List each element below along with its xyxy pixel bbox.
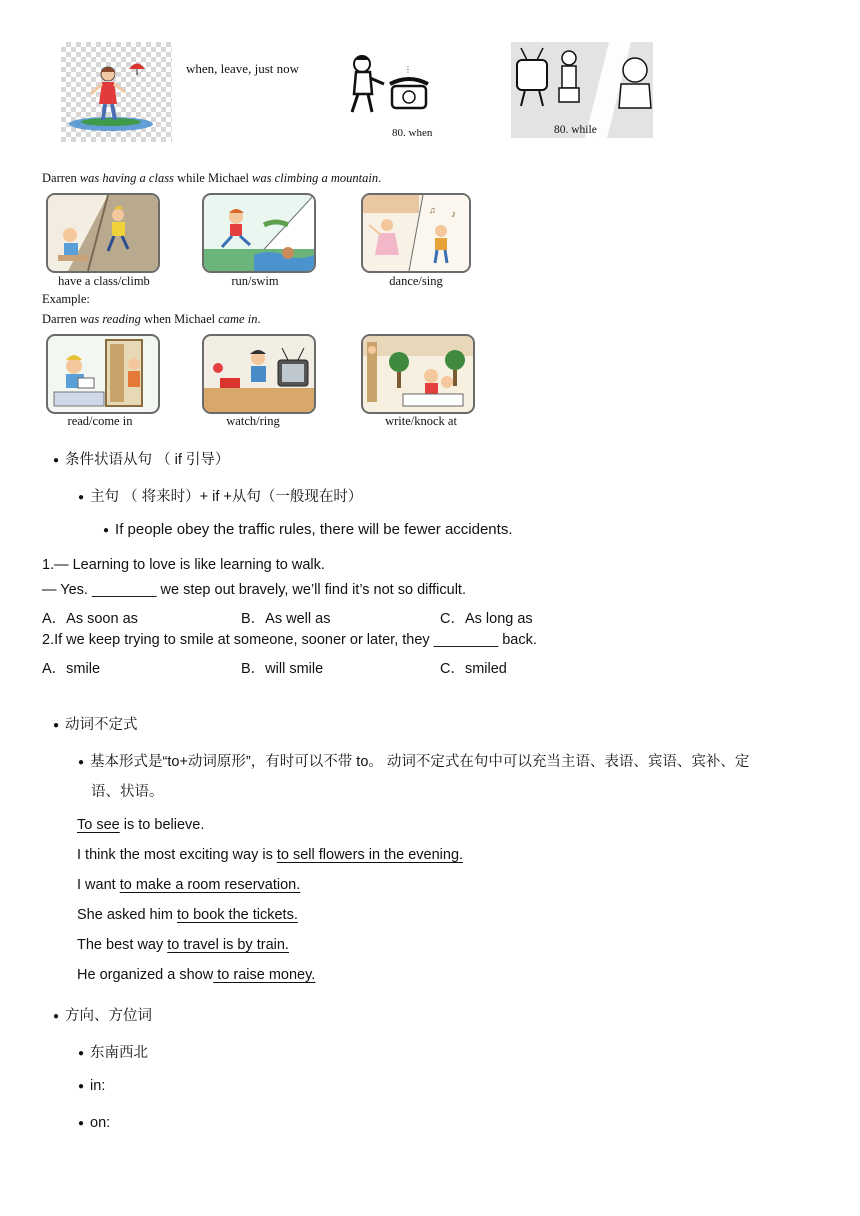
hint-text: when, leave, just now: [186, 61, 300, 76]
infinitive-example: I think the most exciting way is to sell flowers in the evening.: [77, 847, 464, 863]
question-2-option-b: B．will smile: [241, 661, 324, 677]
svg-text:⋮: ⋮: [404, 65, 412, 74]
top-illustration-girl: [61, 42, 172, 142]
infinitive-example: I want to make a room reservation.: [77, 877, 301, 893]
picture-watch-ring: [202, 334, 316, 414]
when-example-sentence: Darren was reading when Michael came in.: [42, 312, 261, 326]
direction-heading: ● 方向、方位词: [53, 1004, 152, 1025]
picture-write-knock-at: [361, 334, 475, 414]
phone-call-illustration: [346, 50, 436, 120]
svg-text:♪: ♪: [451, 209, 456, 220]
svg-text:♫: ♫: [429, 205, 436, 215]
infinitive-heading: ● 动词不定式: [53, 713, 138, 734]
infinitive-rule-line-1: ● 基本形式是“to+动词原形”，有时可以不带 to。 动词不定式在句中可以充当主语、表语、宾语、宾补、定: [78, 750, 749, 771]
picture-read-come-in: [46, 334, 160, 414]
caption-dance-sing: dance/sing: [389, 274, 443, 288]
caption-watch-ring: watch/ring: [226, 414, 280, 428]
caption-write-knock-at: write/knock at: [385, 414, 457, 428]
direction-item-compass: ● 东南西北: [78, 1041, 148, 1062]
direction-item-on: ● on:: [78, 1115, 110, 1131]
question-1-option-a: A．As soon as: [42, 611, 138, 627]
question-2-option-a: A．smile: [42, 661, 101, 677]
question-1-stem: 1.— Learning to love is like learning to walk.: [42, 557, 325, 573]
question-2-stem: 2.If we keep trying to smile at someone, sooner or later, they ________ back.: [42, 632, 537, 648]
infinitive-example: To see is to believe.: [77, 817, 205, 833]
picture-have-a-class-climb: [46, 193, 160, 273]
caption-have-a-class-climb: have a class/climb: [58, 274, 150, 288]
while-example-sentence: Darren was having a class while Michael was climbing a mountain.: [42, 171, 382, 185]
question-1-option-c: C．As long as: [440, 611, 533, 627]
example-label: Example:: [42, 292, 90, 306]
infinitive-example: She asked him to book the tickets.: [77, 907, 298, 923]
picture-run-swim: [202, 193, 316, 273]
picture-dance-sing: [361, 193, 471, 273]
question-2-option-c: C．smiled: [440, 661, 507, 677]
caption-when: 80. when: [392, 127, 433, 139]
caption-run-swim: run/swim: [231, 274, 279, 288]
question-1-stem-2: — Yes. ________ we step out bravely, we’ll find it’s not so difficult.: [42, 582, 466, 598]
conditional-example: ● If people obey the traffic rules, there will be fewer accidents.: [103, 521, 512, 538]
infinitive-example: He organized a show to raise money.: [77, 967, 316, 983]
question-1-option-b: B．As well as: [241, 611, 331, 627]
caption-while: 80. while: [554, 124, 597, 136]
infinitive-example: The best way to travel is by train.: [77, 937, 289, 953]
direction-item-in: ● in:: [78, 1078, 105, 1094]
conditional-rule: ● 主句 （ 将来时）+ if +从句（一般现在时）: [78, 485, 362, 506]
conditional-heading: ● 条件状语从句 （ if 引导）: [53, 448, 229, 469]
caption-read-come-in: read/come in: [67, 414, 133, 428]
infinitive-rule-line-2: 语、状语。: [91, 784, 164, 800]
